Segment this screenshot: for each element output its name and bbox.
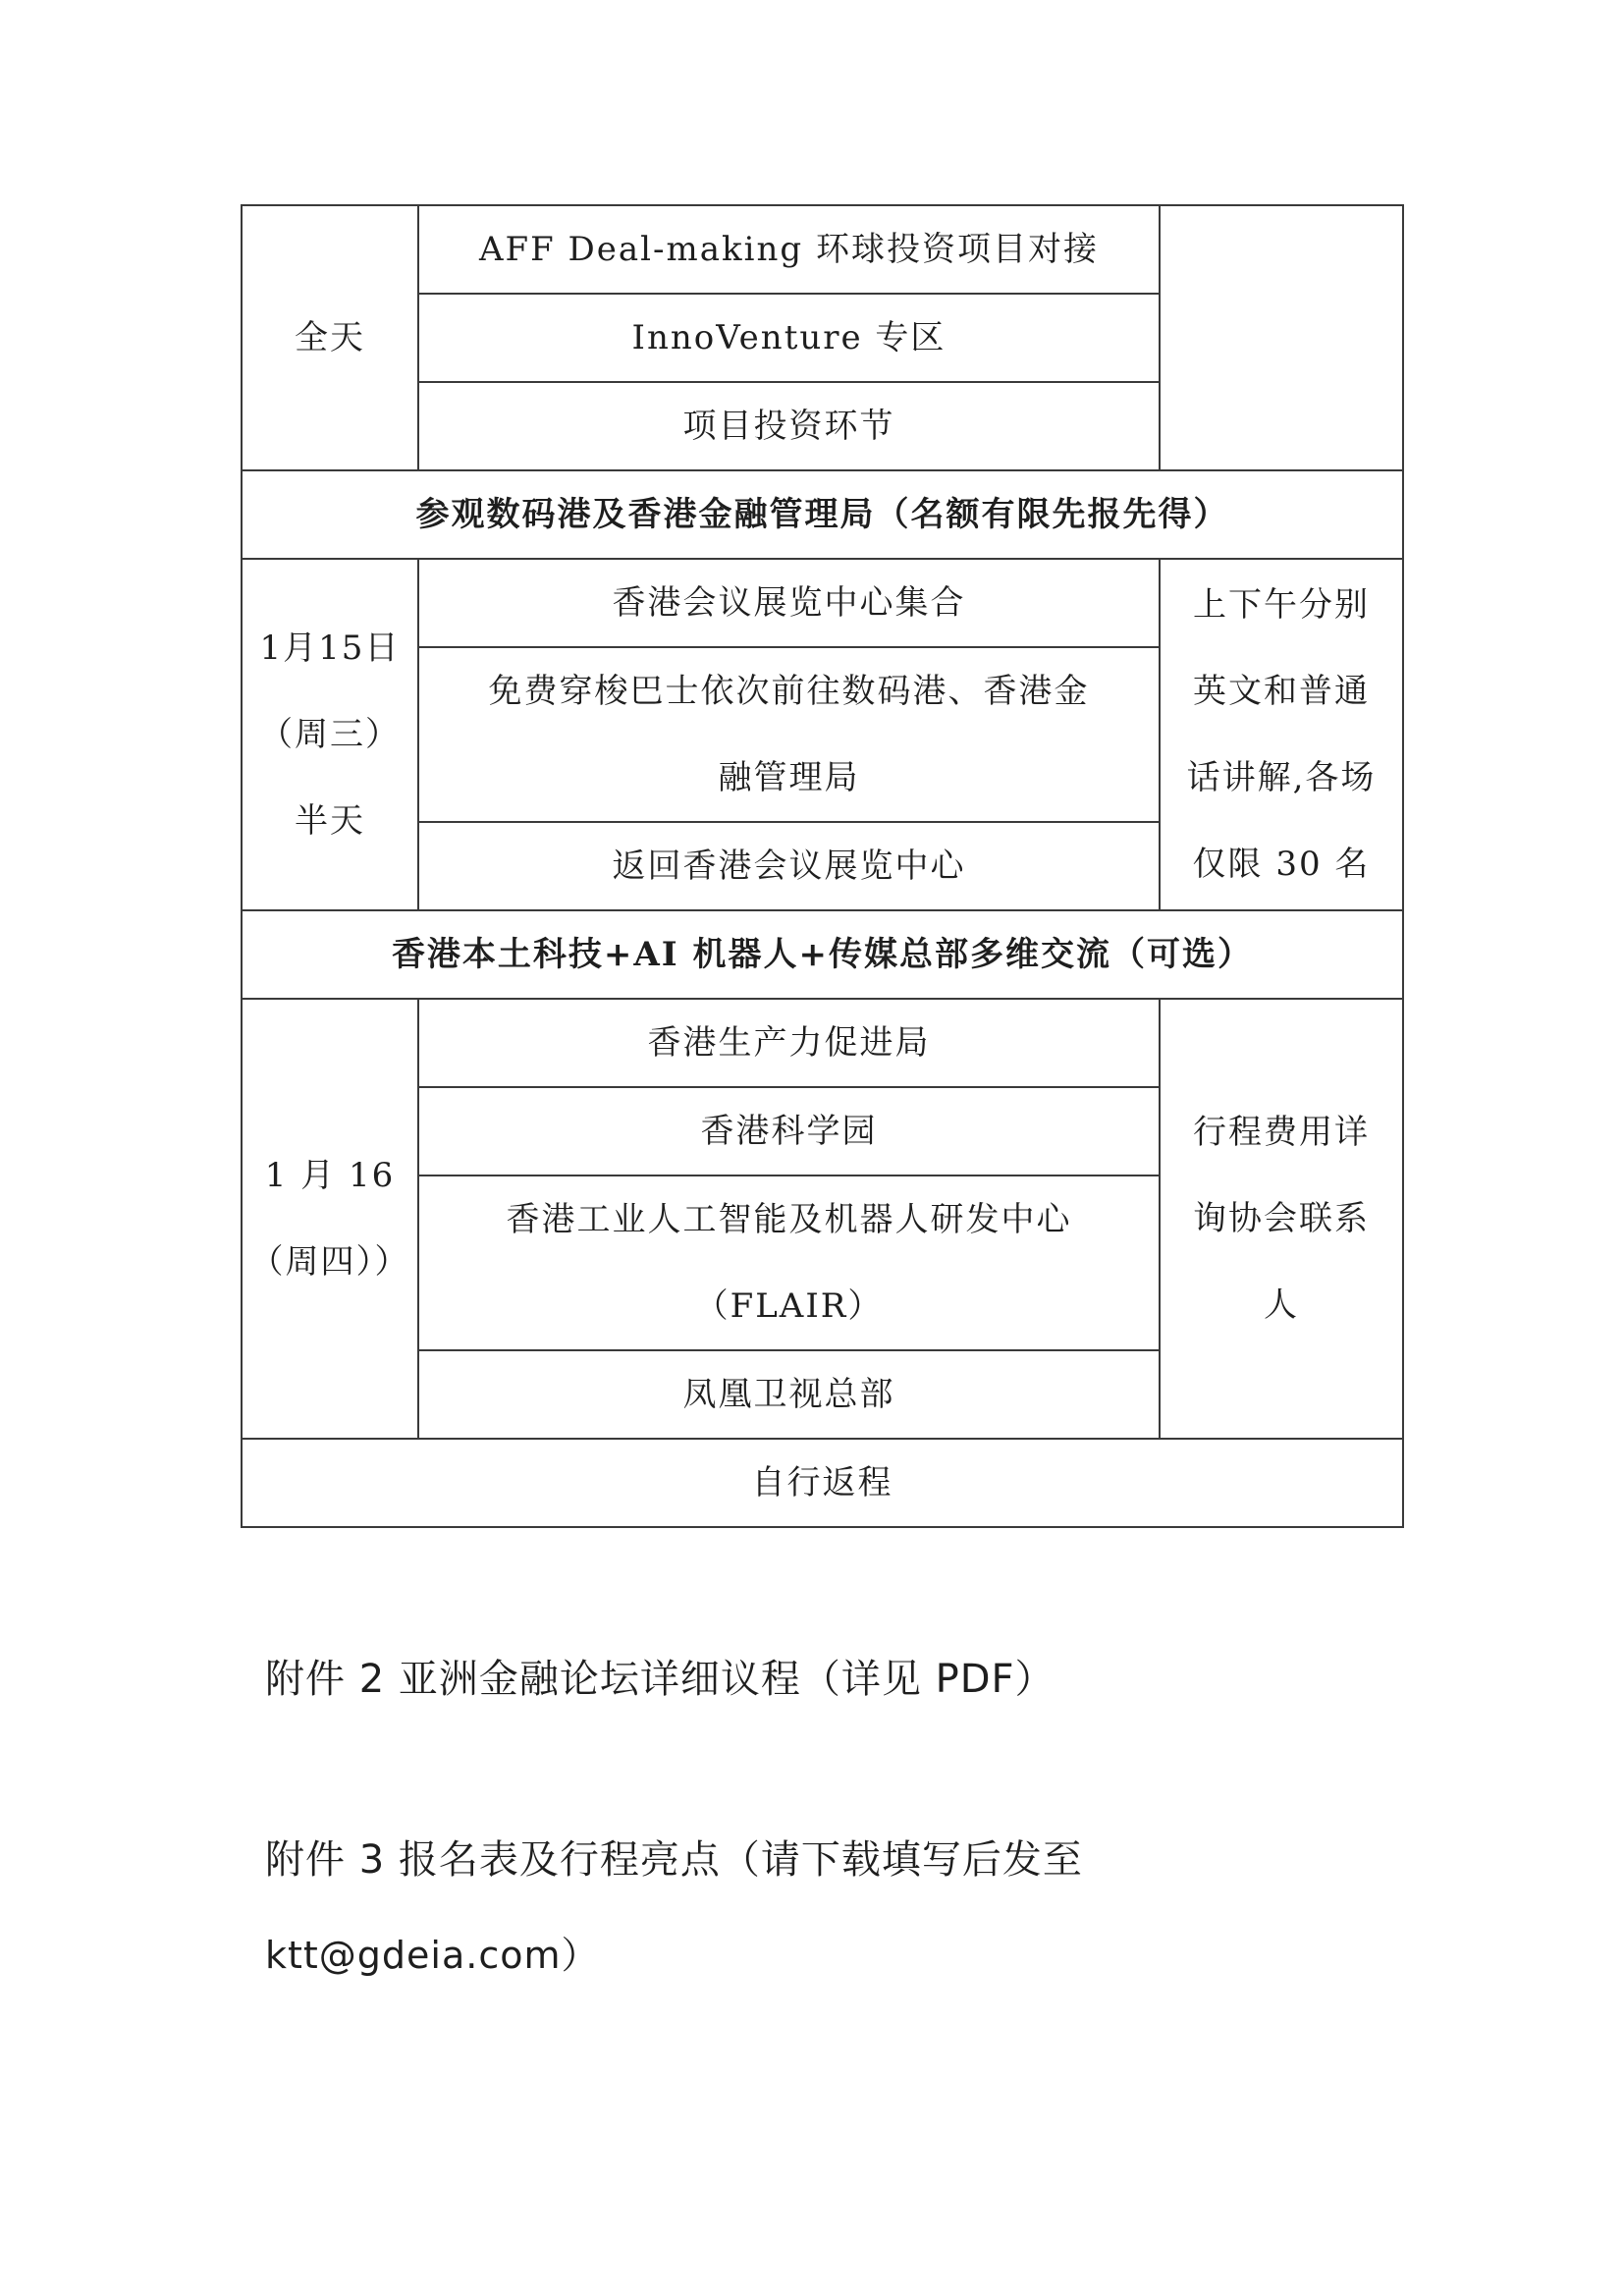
time-cell: [242, 999, 418, 1439]
note-line: 行程费用详: [1193, 1113, 1370, 1152]
agenda-item-line: 融管理局: [718, 758, 860, 797]
table-row: [242, 999, 1403, 1087]
attachment-2: 附件 2 亚洲金融论坛详细议程（详见 PDF）: [265, 1657, 1055, 1702]
agenda-item-line: 免费穿梭巴士依次前往数码港、香港金: [488, 672, 1090, 711]
time-line: 1月15日: [259, 629, 401, 668]
note-cell: [1160, 205, 1403, 470]
agenda-item: [418, 647, 1160, 822]
table-row: [242, 470, 1403, 559]
time-cell: 全天: [242, 205, 418, 470]
agenda-item: [418, 1175, 1160, 1350]
agenda-item: InnoVenture 专区: [418, 294, 1160, 382]
time-line: 半天: [295, 801, 365, 841]
return-row: 自行返程: [242, 1439, 1403, 1527]
attachment-3-email: ktt@gdeia.com）: [265, 1934, 600, 1977]
note-line: 话讲解,各场: [1186, 758, 1377, 797]
agenda-item: AFF Deal-making 环球投资项目对接: [418, 205, 1160, 294]
table-row: [242, 559, 1403, 647]
table-row: [242, 910, 1403, 999]
attachment-3: 附件 3 报名表及行程亮点（请下载填写后发至: [265, 1837, 1083, 1883]
agenda-item-line: （FLAIR）: [694, 1286, 884, 1326]
section-heading: 参观数码港及香港金融管理局（名额有限先报先得）: [242, 470, 1403, 559]
note-line: 询协会联系: [1193, 1199, 1370, 1238]
note-line: 仅限 30 名: [1192, 845, 1371, 884]
agenda-item: 香港生产力促进局: [418, 999, 1160, 1087]
time-cell: [242, 559, 418, 910]
agenda-item-line: 香港工业人工智能及机器人研发中心: [506, 1200, 1072, 1239]
agenda-item: 香港科学园: [418, 1087, 1160, 1175]
time-line: （周三）: [259, 715, 401, 754]
note-cell: [1160, 999, 1403, 1439]
agenda-item: 返回香港会议展览中心: [418, 822, 1160, 910]
table-row: [242, 205, 1403, 294]
note-line: 英文和普通: [1193, 672, 1370, 711]
time-line: （周四））: [249, 1242, 410, 1282]
note-line: 上下午分别: [1193, 585, 1370, 625]
agenda-item: 香港会议展览中心集合: [418, 559, 1160, 647]
table-row: [242, 1439, 1403, 1527]
section-heading: 香港本土科技+AI 机器人+传媒总部多维交流（可选）: [242, 910, 1403, 999]
agenda-table: [241, 204, 1404, 1528]
note-cell: [1160, 559, 1403, 910]
agenda-item: 项目投资环节: [418, 382, 1160, 470]
note-line: 人: [1264, 1285, 1299, 1325]
time-line: 1 月 16: [264, 1156, 396, 1195]
agenda-item: 凤凰卫视总部: [418, 1350, 1160, 1439]
